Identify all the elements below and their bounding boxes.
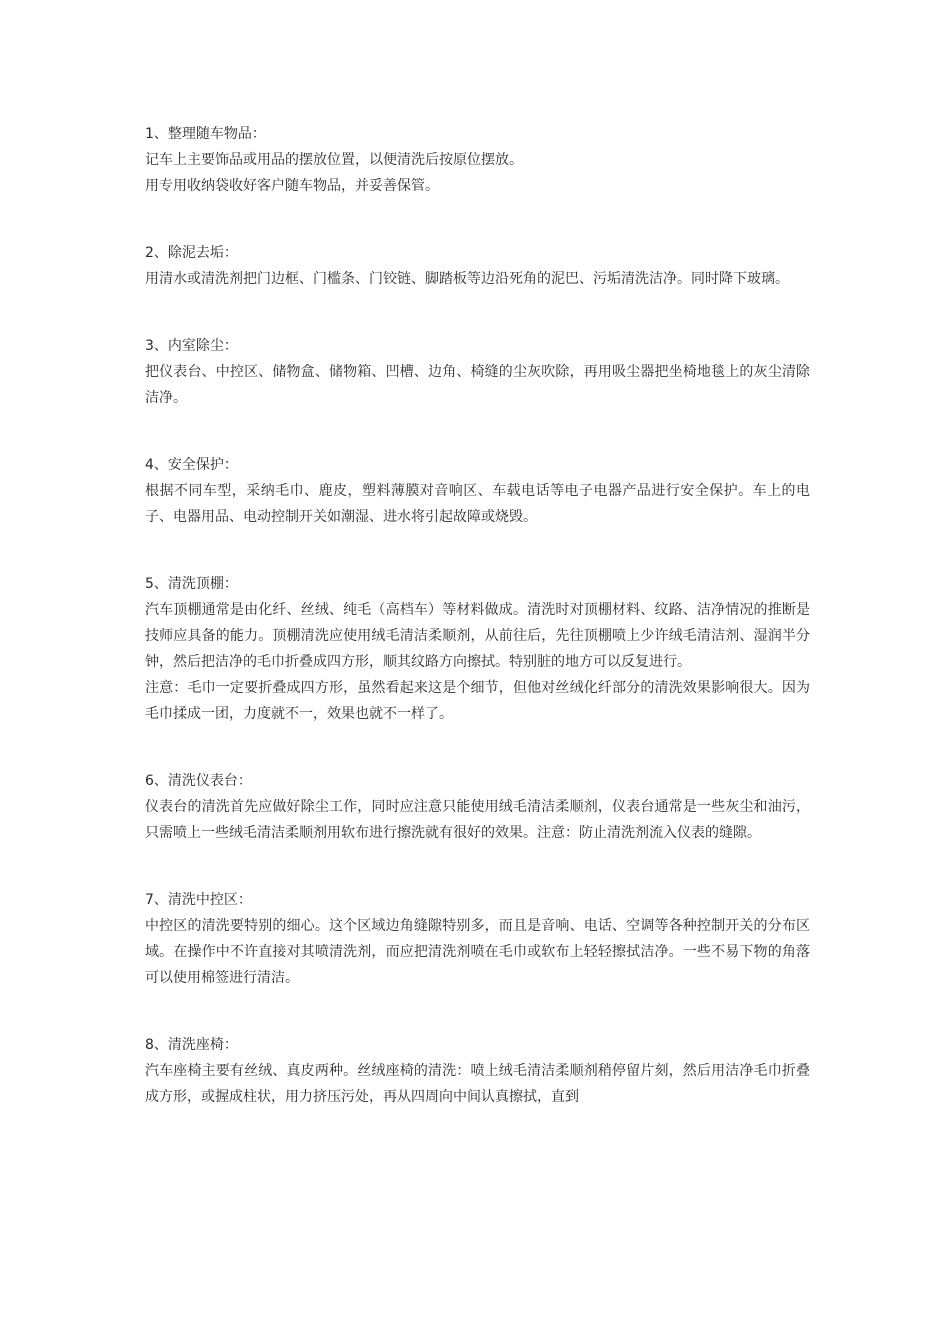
section-title: 5、清洗顶棚： xyxy=(145,576,238,592)
section-4 xyxy=(145,452,810,530)
paragraph: 根据不同车型，采纳毛巾、鹿皮，塑料薄膜对音响区、车载电话等电子电器产品进行安全保护。车上的电子、电器用品、电动控制开关如潮湿、进水将引起故障或烧毁。 xyxy=(145,483,810,525)
section-title: 2、除泥去垢： xyxy=(145,245,238,261)
section-title: 8、清洗座椅： xyxy=(145,1037,238,1053)
document-body xyxy=(145,121,810,1151)
section-title: 6、清洗仪表台： xyxy=(145,773,252,789)
section-title: 4、安全保护： xyxy=(145,457,238,473)
paragraph: 把仪表台、中控区、储物盒、储物箱、凹槽、边角、椅缝的尘灰吹除，再用吸尘器把坐椅地毯上的灰尘清除洁净。 xyxy=(145,364,810,406)
paragraph: 中控区的清洗要特别的细心。这个区域边角缝隙特别多，而且是音响、电话、空调等各种控制开关的分布区域。在操作中不许直接对其喷清洗剂，而应把清洗剂喷在毛巾或软布上轻轻擦拭洁净。一些不易下物的角落可以使用棉签进行清洁。 xyxy=(145,918,810,986)
paragraph: 仪表台的清洗首先应做好除尘工作，同时应注意只能使用绒毛清洁柔顺剂，仪表台通常是一些灰尘和油污，只需喷上一些绒毛清洁柔顺剂用软布进行擦洗就有很好的效果。注意：防止清洗剂流入仪表的缝隙。 xyxy=(145,799,810,841)
section-8 xyxy=(145,1032,810,1110)
paragraph: 用清水或清洗剂把门边框、门槛条、门铰链、脚踏板等边沿死角的泥巴、污垢清洗洁净。同时降下玻璃。 xyxy=(145,271,789,287)
section-1 xyxy=(145,121,810,199)
section-title: 3、内室除尘： xyxy=(145,338,238,354)
paragraph: 汽车顶棚通常是由化纤、丝绒、纯毛（高档车）等材料做成。清洗时对顶棚材料、纹路、洁净情况的推断是技师应具备的能力。顶棚清洗应使用绒毛清洁柔顺剂，从前往后，先往顶棚喷上少许绒毛清洁剂、湿润半分钟，然后把洁净的毛巾折叠成四方形，顺其纹路方向擦拭。特别脏的地方可以反复进行。 xyxy=(145,602,810,670)
section-5 xyxy=(145,571,810,727)
section-6 xyxy=(145,768,810,846)
paragraph: 用专用收纳袋收好客户随车物品，并妥善保管。 xyxy=(145,178,439,194)
section-title: 7、清洗中控区： xyxy=(145,892,252,908)
section-title: 1、整理随车物品： xyxy=(145,126,266,142)
paragraph: 记车上主要饰品或用品的摆放位置，以便清洗后按原位摆放。 xyxy=(145,152,523,168)
section-2 xyxy=(145,240,810,292)
paragraph: 汽车座椅主要有丝绒、真皮两种。丝绒座椅的清洗：喷上绒毛清洁柔顺剂稍停留片刻，然后用洁净毛巾折叠成方形，或握成柱状，用力挤压污处，再从四周向中间认真擦拭，直到 xyxy=(145,1063,810,1105)
section-7 xyxy=(145,887,810,991)
section-3 xyxy=(145,333,810,411)
paragraph: 注意：毛巾一定要折叠成四方形，虽然看起来这是个细节，但他对丝绒化纤部分的清洗效果影响很大。因为毛巾揉成一团，力度就不一，效果也就不一样了。 xyxy=(145,680,810,722)
